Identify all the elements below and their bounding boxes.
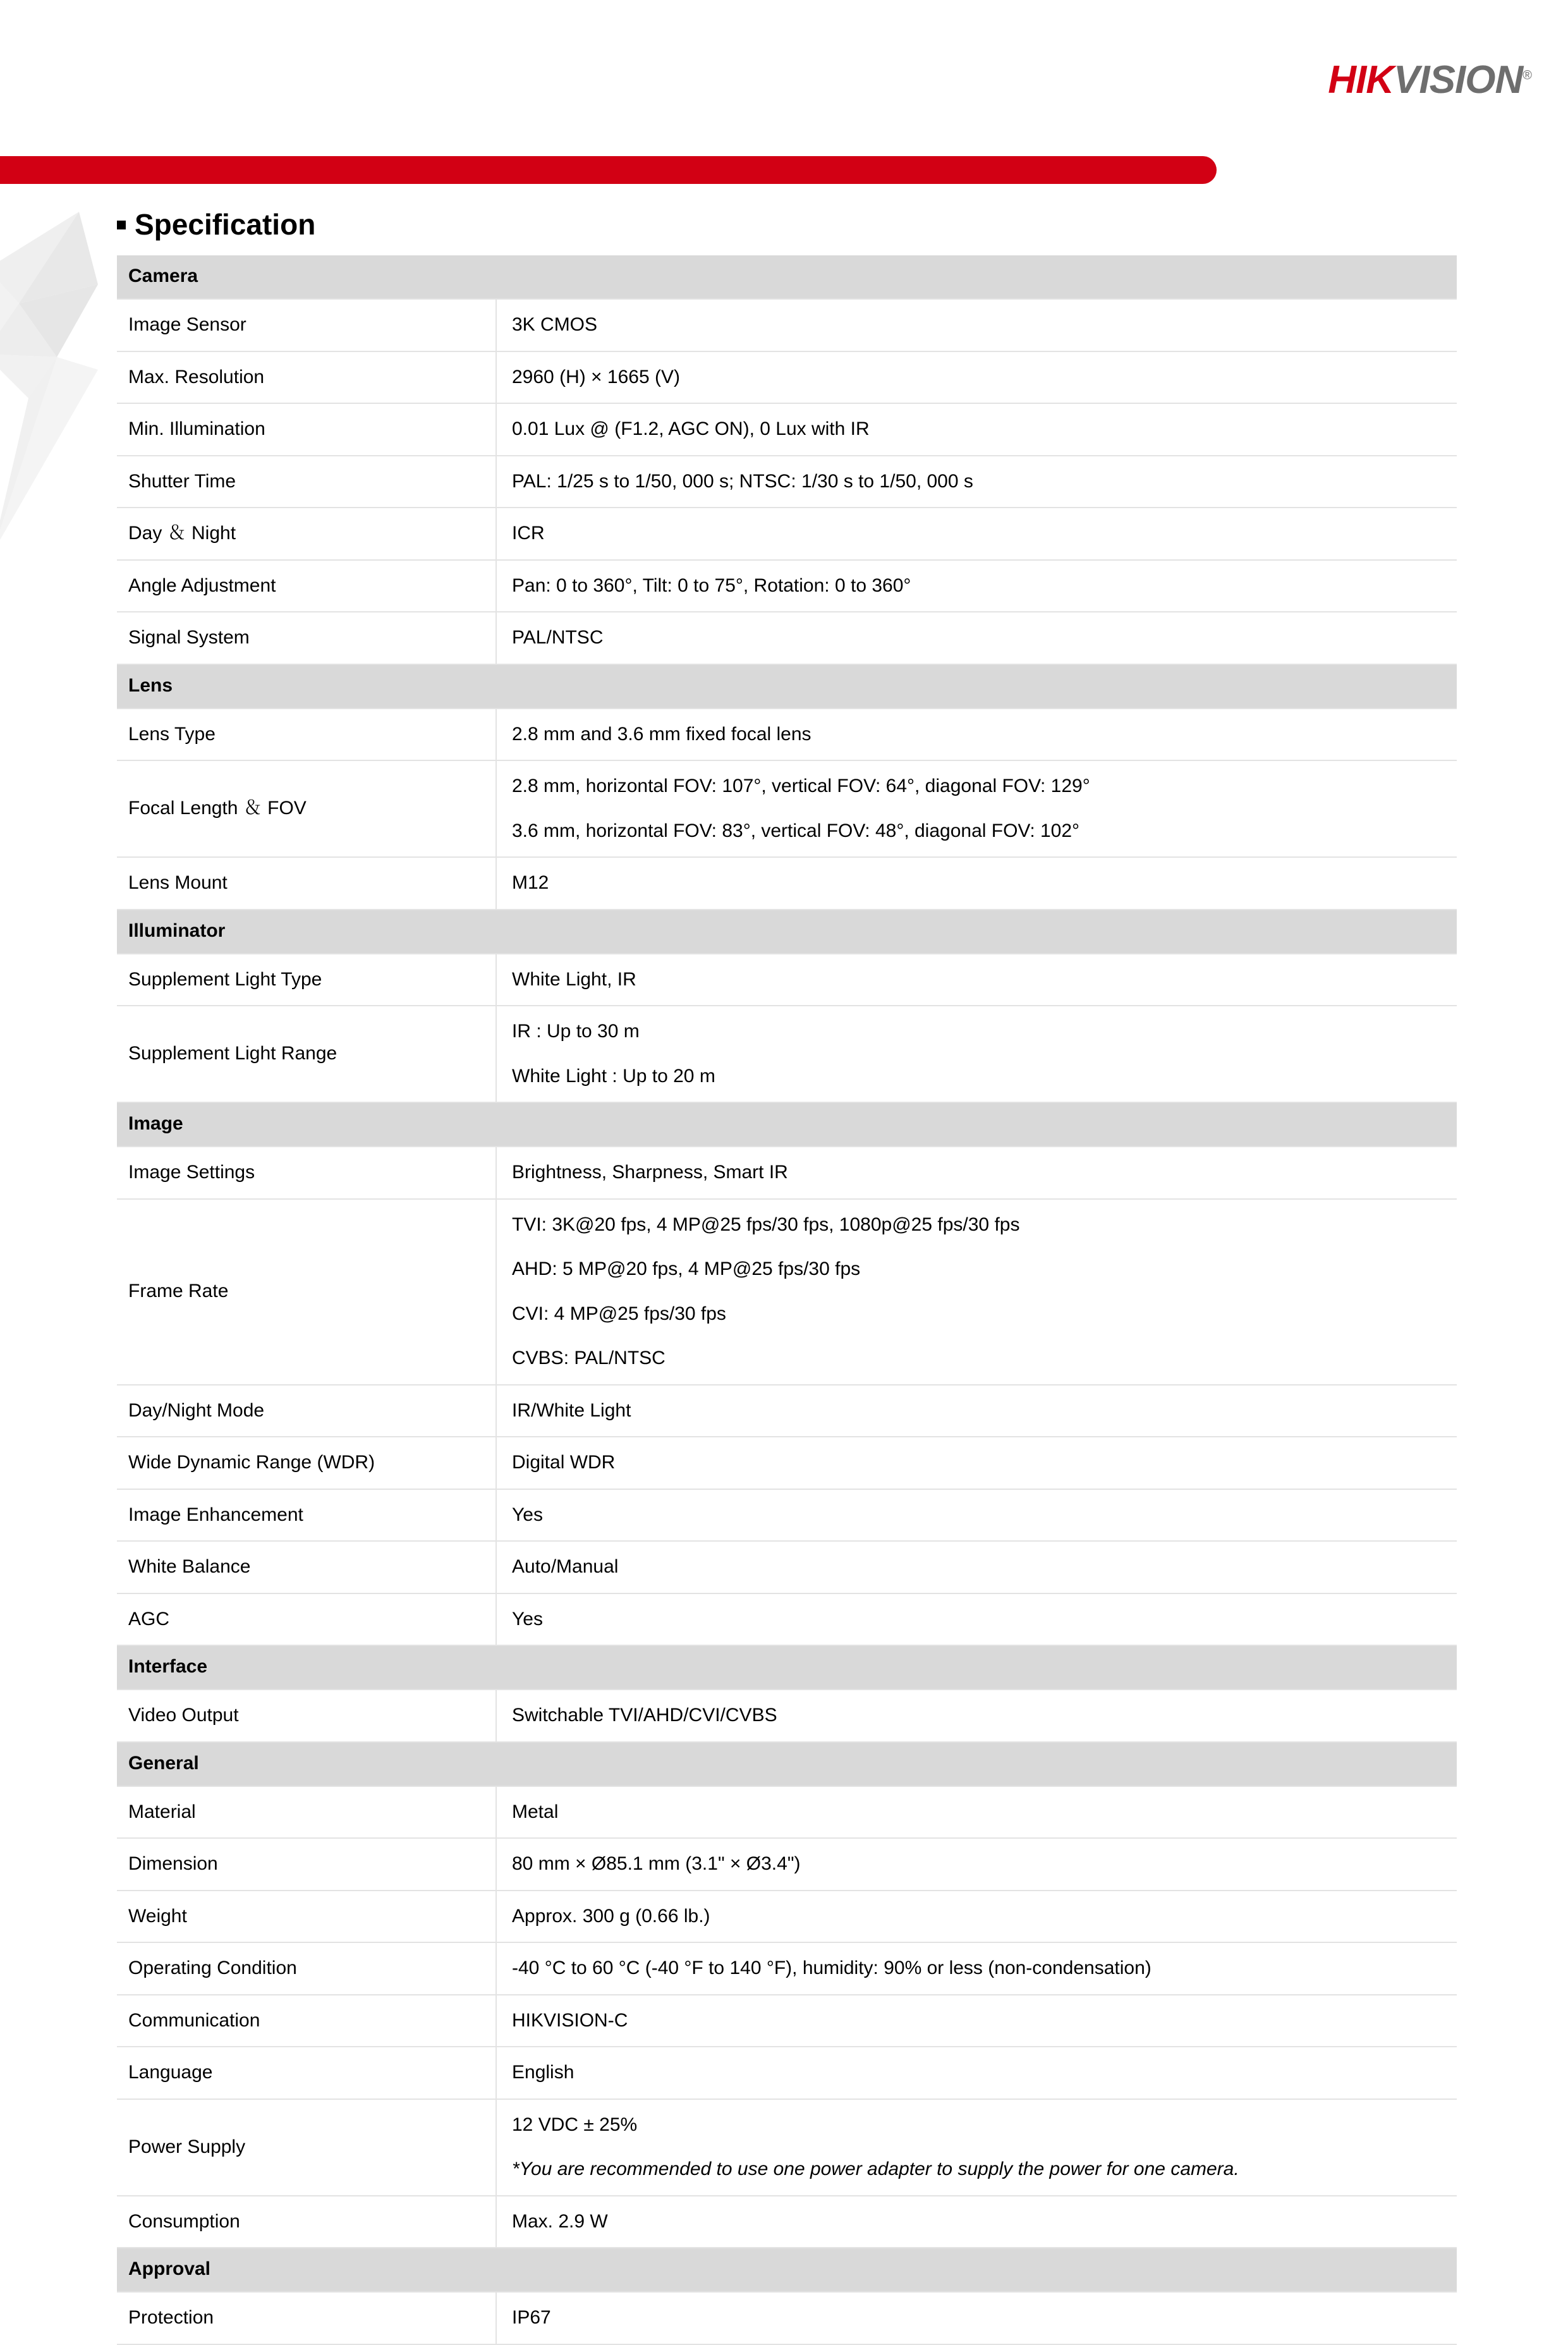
spec-label: Frame Rate <box>117 1199 496 1385</box>
section-header-label: Approval <box>117 2248 1457 2292</box>
section-header-label: Camera <box>117 255 1457 299</box>
spec-value-line: Max. 2.9 W <box>512 2210 608 2232</box>
page-title-text: Specification <box>135 208 316 241</box>
spec-label: Weight <box>117 1891 496 1943</box>
spec-label: Min. Illumination <box>117 403 496 456</box>
spec-label: Lens Type <box>117 709 496 761</box>
spec-value <box>496 1942 1457 1995</box>
spec-value <box>496 857 1457 910</box>
spec-label: Day/Night Mode <box>117 1385 496 1437</box>
spec-value-line: IR : Up to 30 m <box>512 1021 640 1042</box>
section-header-label: Interface <box>117 1645 1457 1690</box>
spec-label: Lens Mount <box>117 857 496 910</box>
spec-value <box>496 351 1457 404</box>
section-header-row <box>117 1645 1457 1690</box>
section-header-row <box>117 1742 1457 1786</box>
spec-value-line: 3K CMOS <box>512 314 598 335</box>
table-row <box>117 1942 1457 1995</box>
table-row <box>117 456 1457 508</box>
table-row <box>117 560 1457 612</box>
table-row <box>117 1437 1457 1489</box>
page-header <box>0 0 1568 145</box>
table-row <box>117 1489 1457 1542</box>
spec-value-line: TVI: 3K@20 fps, 4 MP@25 fps/30 fps, 1080p@25 fps/30 fps <box>512 1214 1020 1235</box>
spec-value <box>496 1385 1457 1437</box>
spec-value-line: White Light, IR <box>512 968 636 990</box>
section-header-label: Illuminator <box>117 910 1457 954</box>
table-row <box>117 857 1457 910</box>
table-row <box>117 299 1457 351</box>
specification-table <box>117 255 1457 2345</box>
spec-label: Focal Length ＆ FOV <box>117 760 496 857</box>
section-header-row <box>117 1102 1457 1147</box>
spec-value-line: 2.8 mm and 3.6 mm fixed focal lens <box>512 723 811 745</box>
spec-value-line: CVBS: PAL/NTSC <box>512 1348 665 1368</box>
spec-value <box>496 403 1457 456</box>
spec-label: Signal System <box>117 612 496 664</box>
section-header-label: Lens <box>117 664 1457 709</box>
section-header-label: General <box>117 1742 1457 1786</box>
table-row <box>117 2047 1457 2099</box>
table-row <box>117 2292 1457 2344</box>
spec-label: Max. Resolution <box>117 351 496 404</box>
spec-value-line: Switchable TVI/AHD/CVI/CVBS <box>512 1705 777 1726</box>
spec-value <box>496 1786 1457 1839</box>
spec-value-line: M12 <box>512 872 549 893</box>
spec-value-line: Approx. 300 g (0.66 lb.) <box>512 1905 710 1927</box>
spec-value <box>496 2196 1457 2248</box>
spec-value-line: PAL/NTSC <box>512 627 604 648</box>
spec-label: Material <box>117 1786 496 1839</box>
table-row <box>117 403 1457 456</box>
spec-value <box>496 1690 1457 1742</box>
table-row <box>117 2196 1457 2248</box>
spec-label: Image Enhancement <box>117 1489 496 1542</box>
spec-value <box>496 508 1457 560</box>
spec-value <box>496 1437 1457 1489</box>
spec-value <box>496 1541 1457 1593</box>
table-row <box>117 1690 1457 1742</box>
spec-label: White Balance <box>117 1541 496 1593</box>
table-row <box>117 2099 1457 2196</box>
spec-value <box>496 299 1457 351</box>
spec-value <box>496 2099 1457 2196</box>
spec-value-line: CVI: 4 MP@25 fps/30 fps <box>512 1303 726 1324</box>
spec-label: Shutter Time <box>117 456 496 508</box>
section-header-row <box>117 255 1457 299</box>
table-row <box>117 1199 1457 1385</box>
table-row <box>117 1006 1457 1102</box>
spec-label: Protection <box>117 2292 496 2344</box>
spec-value <box>496 2292 1457 2344</box>
table-row <box>117 1385 1457 1437</box>
square-bullet-icon <box>117 221 126 229</box>
spec-value <box>496 1838 1457 1891</box>
spec-label: Image Sensor <box>117 299 496 351</box>
spec-value-line: -40 °C to 60 °C (-40 °F to 140 °F), humidity: 90% or less (non-condensation) <box>512 1958 1152 1978</box>
spec-value-line: Brightness, Sharpness, Smart IR <box>512 1162 788 1183</box>
spec-value-line: Auto/Manual <box>512 1556 619 1577</box>
spec-value <box>496 560 1457 612</box>
spec-value-line: Yes <box>512 1608 543 1629</box>
table-row <box>117 612 1457 664</box>
specification-table-body <box>117 255 1457 2344</box>
spec-value <box>496 456 1457 508</box>
spec-value-line: PAL: 1/25 s to 1/50, 000 s; NTSC: 1/30 s to 1/50, 000 s <box>512 470 973 492</box>
spec-label: Dimension <box>117 1838 496 1891</box>
section-header-row <box>117 910 1457 954</box>
logo-vision-text: VISION <box>1394 58 1523 102</box>
spec-value <box>496 709 1457 761</box>
table-row <box>117 954 1457 1006</box>
spec-value <box>496 1593 1457 1646</box>
section-header-label: Image <box>117 1102 1457 1147</box>
hikvision-logo <box>1328 58 1531 102</box>
spec-label: Supplement Light Range <box>117 1006 496 1102</box>
spec-label: Supplement Light Type <box>117 954 496 1006</box>
spec-value-line: AHD: 5 MP@20 fps, 4 MP@25 fps/30 fps <box>512 1258 861 1279</box>
spec-value <box>496 1891 1457 1943</box>
spec-value-line: 2.8 mm, horizontal FOV: 107°, vertical FOV: 64°, diagonal FOV: 129° <box>512 776 1090 796</box>
red-banner-bar <box>0 156 1217 184</box>
spec-value-line: 3.6 mm, horizontal FOV: 83°, vertical FOV: 48°, diagonal FOV: 102° <box>512 820 1080 841</box>
spec-value-line: IP67 <box>512 2307 551 2328</box>
spec-value <box>496 954 1457 1006</box>
section-header-row <box>117 664 1457 709</box>
table-row <box>117 508 1457 560</box>
registered-trademark-icon: ® <box>1522 68 1531 83</box>
table-row <box>117 1786 1457 1839</box>
table-row <box>117 351 1457 404</box>
spec-value-line: 12 VDC ± 25% <box>512 2114 638 2135</box>
spec-value-line: White Light : Up to 20 m <box>512 1065 715 1087</box>
spec-value <box>496 612 1457 664</box>
spec-value-line: Metal <box>512 1801 559 1822</box>
table-row <box>117 709 1457 761</box>
spec-label: Operating Condition <box>117 1942 496 1995</box>
spec-value <box>496 2047 1457 2099</box>
spec-label: Angle Adjustment <box>117 560 496 612</box>
spec-value <box>496 760 1457 857</box>
logo-hik-text: HIK <box>1328 58 1394 102</box>
spec-value <box>496 1147 1457 1199</box>
spec-label: Communication <box>117 1995 496 2047</box>
spec-label: Power Supply <box>117 2099 496 2196</box>
spec-label: Image Settings <box>117 1147 496 1199</box>
spec-value <box>496 1995 1457 2047</box>
spec-value-line: 0.01 Lux @ (F1.2, AGC ON), 0 Lux with IR <box>512 418 870 439</box>
spec-value <box>496 1006 1457 1102</box>
table-row <box>117 1147 1457 1199</box>
table-row <box>117 1838 1457 1891</box>
spec-value-line: IR/White Light <box>512 1399 631 1421</box>
spec-value-line: Yes <box>512 1504 543 1525</box>
spec-label: Day ＆ Night <box>117 508 496 560</box>
table-row <box>117 1541 1457 1593</box>
spec-value-line: HIKVISION-C <box>512 2009 628 2031</box>
spec-label: Wide Dynamic Range (WDR) <box>117 1437 496 1489</box>
spec-value-line: 80 mm × Ø85.1 mm (3.1" × Ø3.4") <box>512 1853 801 1874</box>
table-row <box>117 1995 1457 2047</box>
spec-value-line: *You are recommended to use one power adapter to supply the power for one camera. <box>512 2159 1239 2179</box>
spec-value <box>496 1199 1457 1385</box>
table-row <box>117 1891 1457 1943</box>
spec-value-line: 2960 (H) × 1665 (V) <box>512 366 680 387</box>
spec-value-line: Pan: 0 to 360°, Tilt: 0 to 75°, Rotation: 0 to 360° <box>512 575 911 596</box>
spec-value-line: Digital WDR <box>512 1452 616 1473</box>
spec-label: Video Output <box>117 1690 496 1742</box>
spec-label: AGC <box>117 1593 496 1646</box>
spec-label: Consumption <box>117 2196 496 2248</box>
section-header-row <box>117 2248 1457 2292</box>
spec-value-line: ICR <box>512 523 545 544</box>
spec-value-line: English <box>512 2062 574 2083</box>
table-row <box>117 760 1457 857</box>
spec-label: Language <box>117 2047 496 2099</box>
table-row <box>117 1593 1457 1646</box>
spec-value <box>496 1489 1457 1542</box>
page-title <box>117 209 315 241</box>
